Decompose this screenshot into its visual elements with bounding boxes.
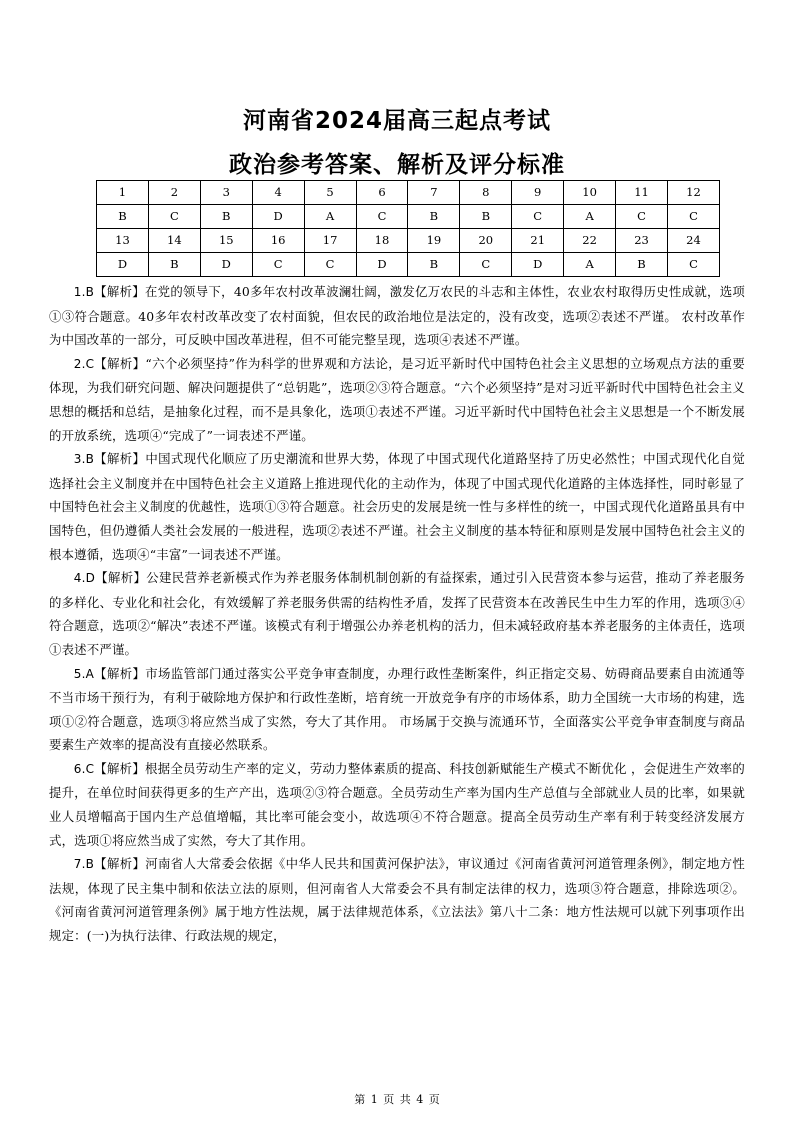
explanation-text: 公建民营养老新模式作为养老服务体制机制创新的有益探索，通过引入民营资本参与运营，推动了养老服务的多样化、专业化和社会化，有效缓解了养老服务供需的结构性矛盾，发挥了民营资本在改善民生中生力军的作用，选项③④符合题意，选项②“解决”表述不严谨。该模式有利于增强公办养老机构的活力，但未减轻政府基本养老服务的主体责任，选项①表述不严谨。: [49, 570, 745, 657]
question-number-cell: 19: [408, 229, 460, 253]
question-answer-label: 2.C: [73, 356, 95, 371]
answer-cell: B: [148, 253, 200, 277]
question-number-cell: 24: [667, 229, 719, 253]
question-answer-label: 6.C: [73, 761, 95, 776]
answer-cell: B: [616, 253, 668, 277]
answer-cell: C: [304, 253, 356, 277]
answer-cell: D: [252, 205, 304, 229]
question-number-cell: 23: [616, 229, 668, 253]
analysis-tag: 【解析】: [94, 760, 146, 776]
question-number-cell: 22: [564, 229, 616, 253]
document-title: 河南省2024届高三起点考试: [242, 108, 551, 134]
question-number-cell: 15: [200, 229, 252, 253]
question-number-cell: 6: [356, 181, 408, 205]
question-number-cell: 20: [460, 229, 512, 253]
answer-cell: C: [667, 253, 719, 277]
question-answer-label: 1.B: [73, 285, 95, 299]
question-number-row: [97, 181, 720, 205]
explanation-paragraph: [49, 566, 745, 661]
question-number-cell: 18: [356, 229, 408, 253]
answer-cell: B: [200, 205, 252, 229]
analysis-tag: 【解析】: [94, 284, 145, 299]
explanation-paragraph: [49, 852, 745, 947]
document-subtitle: 政治参考答案、解析及评分标准: [229, 152, 565, 178]
question-number-row: [97, 229, 720, 253]
question-number-cell: 4: [252, 181, 304, 205]
explanation-text: 根据全员劳动生产率的定义，劳动力整体素质的提高、科技创新赋能生产模式不断优化 ，会促进生产效率的提升，在单位时间获得更多的生产产出，选项②③符合题意。全员劳动生产率为国内生产总值与全部就业人员的比率，如果就业人员增幅高于国内生产总值增幅，其比率可能会变小，故选项④不符合题意。提高全员劳动生产率有利于转变经济发展方式，选项①将应然当成了实然，夸大了其作用。: [49, 760, 745, 848]
question-number-cell: 7: [408, 181, 460, 205]
explanation-paragraph: [49, 280, 745, 352]
answer-row: [97, 253, 720, 277]
answer-cell: A: [564, 205, 616, 229]
question-number-cell: 21: [512, 229, 564, 253]
analysis-tag: 【解析】: [95, 570, 147, 586]
analysis-tag: 【解析】: [94, 451, 146, 467]
explanations: [49, 280, 745, 948]
analysis-tag: 【解析】: [94, 665, 146, 681]
answer-cell: B: [460, 205, 512, 229]
question-answer-label: 7.B: [73, 857, 95, 872]
footer-suffix: 页: [428, 1093, 440, 1106]
question-number-cell: 17: [304, 229, 356, 253]
footer-prefix: 第: [354, 1093, 366, 1106]
question-number-cell: 2: [148, 181, 200, 205]
page-footer: [0, 1091, 794, 1107]
answer-table: [96, 180, 720, 277]
answer-cell: D: [356, 253, 408, 277]
question-number-cell: 9: [512, 181, 564, 205]
answer-cell: C: [356, 205, 408, 229]
answer-cell: D: [200, 253, 252, 277]
question-number-cell: 12: [667, 181, 719, 205]
answer-cell: D: [97, 253, 149, 277]
explanation-paragraph: [49, 352, 745, 447]
explanation-text: 在党的领导下，40多年农村改革波澜壮阔，激发亿万农民的斗志和主体性，农业农村取得历史性成就，选项①③符合题意。40多年农村改革改变了农村面貌，但农民的政治地位是法定的，没有改变，选项②表述不严谨。 农村改革作为中国改革的一部分，可反映中国改革进程，但不可能完整呈现，选项④表述不严谨。: [49, 284, 745, 348]
question-number-cell: 1: [97, 181, 149, 205]
question-answer-label: 4.D: [73, 571, 96, 586]
explanation-text: “六个必须坚持”作为科学的世界观和方法论，是习近平新时代中国特色社会主义思想的立场观点方法的重要体现，为我们研究问题、解决问题提供了“总钥匙”，选项②③符合题意。“六个必须坚持”是对习近平新时代中国特色社会主义思想的概括和总结，是抽象化过程，而不是具象化，选项①表述不严谨。习近平新时代中国特色社会主义思想是一个不断发展的开放系统，选项④“完成了”一词表述不严谨。: [49, 355, 745, 443]
footer-mid1: 页: [383, 1093, 395, 1106]
question-number-cell: 16: [252, 229, 304, 253]
answer-cell: C: [616, 205, 668, 229]
analysis-tag: 【解析】: [94, 355, 146, 371]
explanation-text: 市场监管部门通过落实公平竞争审查制度，办理行政性垄断案件，纠正指定交易、妨碍商品要素自由流通等不当市场干预行为，有利于破除地方保护和行政性垄断，培育统一开放竞争有序的市场体系，助力全国统一大市场的构建，选项①②符合题意，选项③将应然当成了实然，夸大了其作用。 市场属于交换与流通环节，全面落实公平竞争审查制度与商品要素生产效率的提高没有直接必然联系。: [49, 665, 745, 753]
question-number-cell: 11: [616, 181, 668, 205]
answer-cell: B: [97, 205, 149, 229]
question-number-cell: 13: [97, 229, 149, 253]
answer-cell: C: [460, 253, 512, 277]
question-answer-label: 3.B: [73, 452, 95, 467]
explanation-paragraph: [49, 662, 745, 757]
question-answer-label: 5.A: [73, 666, 95, 681]
question-number-cell: 10: [564, 181, 616, 205]
answer-row: [97, 205, 720, 229]
question-number-cell: 14: [148, 229, 200, 253]
answer-cell: C: [667, 205, 719, 229]
footer-mid2: 共: [399, 1093, 411, 1106]
answer-cell: B: [408, 253, 460, 277]
explanation-paragraph: [49, 757, 745, 852]
answer-cell: B: [408, 205, 460, 229]
answer-cell: C: [148, 205, 200, 229]
footer-page-number: 1: [370, 1093, 378, 1106]
analysis-tag: 【解析】: [94, 856, 146, 872]
explanation-text: 中国式现代化顺应了历史潮流和世界大势，体现了中国式现代化道路坚持了历史必然性；中国式现代化自觉选择社会主义制度并在中国特色社会主义道路上推进现代化的主动作为，体现了中国式现代化道路的主体选择性，同时彰显了中国特色社会主义制度的优越性，选项①③符合题意。社会历史的发展是统一性与多样性的统一，中国式现代化道路虽具有中国特色，但仍遵循人类社会发展的一般进程，选项②表述不严谨。社会主义制度的基本特征和原则是发展中国特色社会主义的根本遵循，选项④“丰富”一词表述不严谨。: [49, 451, 745, 562]
answer-cell: C: [252, 253, 304, 277]
explanation-text: 河南省人大常委会依据《中华人民共和国黄河保护法》，审议通过《河南省黄河河道管理条例》，制定地方性法规，体现了民主集中制和依法立法的原则，但河南省人大常委会不具有制定法律的权力，选项③符合题意，排除选项②。《河南省黄河河道管理条例》属于地方性法规，属于法律规范体系，《立法法》第八十二条：地方性法规可以就下列事项作出规定：(一)为执行法律、行政法规的规定，: [49, 856, 745, 944]
answer-cell: C: [512, 205, 564, 229]
explanation-paragraph: [49, 447, 745, 566]
footer-total-pages: 4: [416, 1093, 424, 1106]
answer-cell: A: [304, 205, 356, 229]
answer-cell: A: [564, 253, 616, 277]
question-number-cell: 3: [200, 181, 252, 205]
question-number-cell: 8: [460, 181, 512, 205]
answer-cell: D: [512, 253, 564, 277]
question-number-cell: 5: [304, 181, 356, 205]
